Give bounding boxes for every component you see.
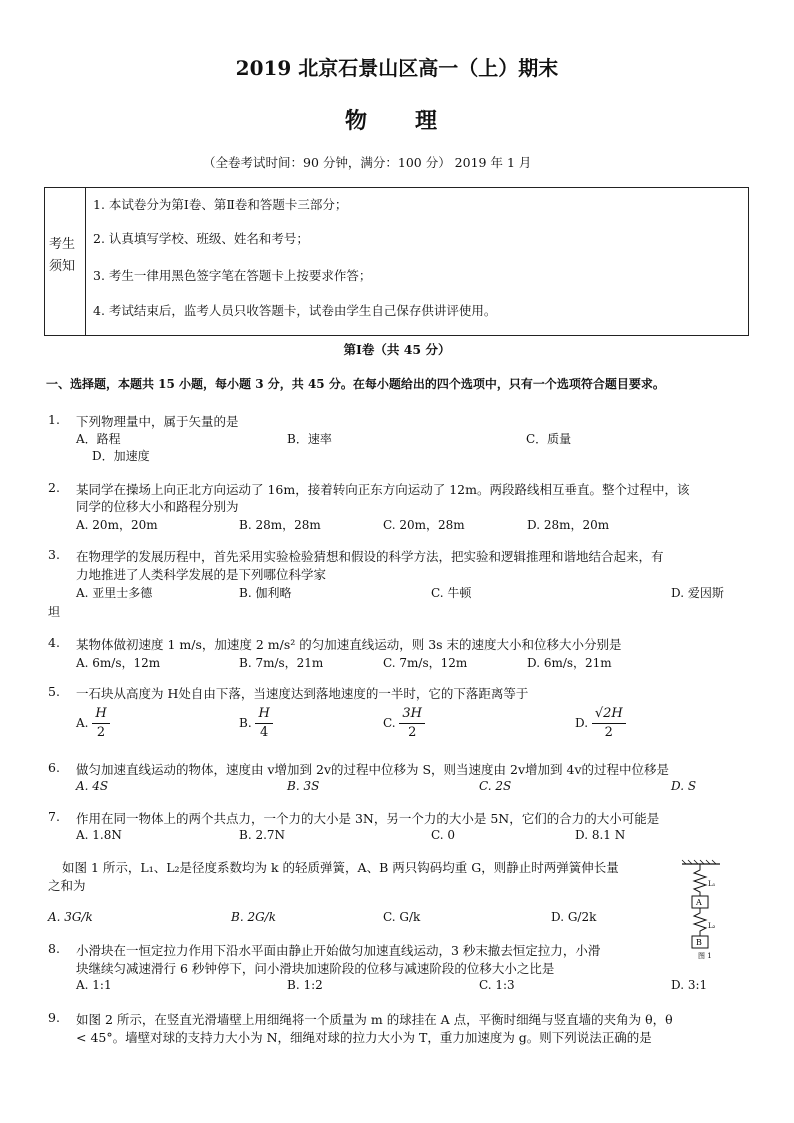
fraction-numerator: 3H xyxy=(399,705,425,724)
fraction-numerator: H xyxy=(92,705,109,724)
question-stem: 下列物理量中，属于矢量的是 xyxy=(76,414,239,429)
question-stem: 一石块从高度为 H处自由下落，当速度达到落地速度的一半时，它的下落距离等于 xyxy=(76,686,529,701)
option-label: B. xyxy=(239,716,252,730)
question-number: 4. xyxy=(48,635,60,650)
question-stem-cont: 块继续匀减速滑行 6 秒钟停下，问小滑块加速阶段的位移与减速阶段的位移大小之比是 xyxy=(76,961,555,976)
notice-divider xyxy=(85,188,86,335)
notice-item: 2. 认真填写学校、班级、姓名和考号； xyxy=(93,231,309,246)
notice-item: 1. 本试卷分为第Ⅰ卷、第Ⅱ卷和答题卡三部分； xyxy=(93,197,348,212)
question-stem-cont: < 45°。墙壁对球的支持力大小为 N，细绳对球的拉力大小为 T，重力加速度为 g。则下列说法正确的是 xyxy=(76,1030,652,1045)
section-title: 第Ⅰ卷（共 45 分） xyxy=(343,342,451,357)
fraction-numerator: √2H xyxy=(592,705,626,724)
option-b xyxy=(239,705,273,742)
option-b: B. 2.7N xyxy=(239,828,286,842)
option-d: D. 3:1 xyxy=(671,978,708,992)
option-c: C. 1:3 xyxy=(479,978,515,992)
question-number: 5. xyxy=(48,684,60,699)
question-number: 2. xyxy=(48,480,60,495)
option-d: D. 6m/s，21m xyxy=(527,656,612,670)
option-c: C. 7m/s，12m xyxy=(383,656,468,670)
option-d: D. S xyxy=(671,779,697,793)
option-b: B. 7m/s，21m xyxy=(239,656,324,670)
option-d: D. 8.1 N xyxy=(575,828,626,842)
option-b: B. 1:2 xyxy=(287,978,323,992)
question-stem: 作用在同一物体上的两个共点力，一个力的大小是 3N，另一个力的大小是 5N，它们的合力的大小可能是 xyxy=(76,811,660,826)
section-instruction: 一、选择题，本题共 15 小题，每小题 3 分，共 45 分。在每小题给出的四个选项中，只有一个选项符合题目要求。 xyxy=(46,377,665,391)
option-d xyxy=(575,705,626,742)
question-stem: 在物理学的发展历程中，首先采用实验检验猜想和假设的科学方法，把实验和逻辑推理和谐地结合起来，有 xyxy=(76,549,664,564)
notice-item: 4. 考试结束后，监考人员只收答题卡，试卷由学生自己保存供讲评使用。 xyxy=(93,303,497,318)
notice-label-line1: 考生 xyxy=(49,237,76,252)
fraction xyxy=(592,705,626,742)
option-c: C. 20m，28m xyxy=(383,518,465,532)
fraction-denominator: 4 xyxy=(260,725,269,740)
question-number: 6. xyxy=(48,760,60,775)
option-b: B．速率 xyxy=(287,432,332,446)
question-stem: 如图 2 所示，在竖直光滑墙壁上用细绳将一个质量为 m 的球挂在 A 点，平衡时细绳与竖直墙的夹角为 θ，θ xyxy=(76,1012,673,1027)
option-a xyxy=(76,705,110,742)
question-stem-cont: 之和为 xyxy=(48,878,86,893)
option-d: D. G/2k xyxy=(551,910,597,924)
question-stem: 如图 1 所示，L₁、L₂是径度系数均为 k 的轻质弹簧，A、B 两只钩码均重 G，则静止时两弹簧伸长量 xyxy=(62,860,619,875)
fraction-numerator: H xyxy=(255,705,272,724)
exam-meta: （全卷考试时间：90 分钟，满分：100 分） 2019 年 1 月 xyxy=(203,155,532,170)
option-a: A. 4S xyxy=(76,779,109,793)
spring-l2 xyxy=(694,908,706,936)
option-b: B. 28m，28m xyxy=(239,518,321,532)
question-stem: 做匀加速直线运动的物体，速度由 v增加到 2v的过程中位移为 S，则当速度由 2v增加到 4v的过程中位移是 xyxy=(76,762,670,777)
option-a: A. 1.8N xyxy=(76,828,122,842)
option-d: D. 28m，20m xyxy=(527,518,610,532)
question-number: 3. xyxy=(48,547,60,562)
option-a: A. 3G/k xyxy=(48,910,93,924)
option-c xyxy=(383,705,425,742)
fraction-denominator: 2 xyxy=(604,725,613,740)
question-number: 8. xyxy=(48,941,60,956)
option-b: B. 伽利略 xyxy=(239,586,292,600)
subject-title: 物理 xyxy=(345,108,486,134)
label-a: A xyxy=(696,898,702,907)
question-stem: 小滑块在一恒定拉力作用下沿水平面由静止开始做匀加速直线运动，3 秒末撤去恒定拉力，小滑 xyxy=(76,943,601,958)
spring-l1 xyxy=(694,864,706,896)
option-a: A. 20m，20m xyxy=(76,518,158,532)
notice-item: 3. 考生一律用黑色签字笔在答题卡上按要求作答； xyxy=(93,268,372,283)
option-c: C．质量 xyxy=(526,432,572,446)
fraction xyxy=(92,705,109,742)
option-c: C. 2S xyxy=(479,779,512,793)
option-b: B. 3S xyxy=(287,779,320,793)
question-stem-cont: 同学的位移大小和路程分别为 xyxy=(76,499,239,514)
label-l2: L₂ xyxy=(708,922,716,930)
option-label: D. xyxy=(575,716,589,730)
question-number: 9. xyxy=(48,1010,60,1025)
notice-label-line2: 须知 xyxy=(49,259,76,274)
option-b: B. 2G/k xyxy=(231,910,276,924)
option-label: C. xyxy=(383,716,396,730)
page-title: 2019 北京石景山区高一（上）期末 xyxy=(235,56,559,80)
label-l1: L₁ xyxy=(708,880,716,888)
option-c: C. G/k xyxy=(383,910,421,924)
option-a: A. 1:1 xyxy=(76,978,112,992)
question-stem: 某同学在操场上向正北方向运动了 16m，接着转向正东方向运动了 12m。两段路线相互垂直。整个过程中，该 xyxy=(76,482,690,497)
notice-box xyxy=(44,187,749,336)
option-d: D. 爱因斯 xyxy=(671,586,724,600)
option-d-cont: 坦 xyxy=(48,605,61,619)
fraction-denominator: 2 xyxy=(96,725,106,740)
label-b: B xyxy=(696,938,702,947)
option-d: D．加速度 xyxy=(92,449,150,463)
question-stem-cont: 力地推进了人类科学发展的是下列哪位科学家 xyxy=(76,567,327,582)
question-number: 7. xyxy=(48,809,60,824)
figure-caption: 图 1 xyxy=(698,952,712,960)
question-stem: 某物体做初速度 1 m/s，加速度 2 m/s² 的匀加速直线运动，则 3s 末的速度大小和位移大小分别是 xyxy=(76,637,622,652)
option-a: A. 亚里士多德 xyxy=(76,586,153,600)
fraction xyxy=(399,705,425,742)
option-c: C. 牛顿 xyxy=(431,586,472,600)
option-a: A．路程 xyxy=(76,432,121,446)
question-number: 1. xyxy=(48,412,60,427)
option-c: C. 0 xyxy=(431,828,456,842)
notice-label xyxy=(49,234,83,278)
option-a: A. 6m/s，12m xyxy=(76,656,161,670)
spring-figure xyxy=(680,858,726,962)
fraction xyxy=(255,705,272,742)
fraction-denominator: 2 xyxy=(408,725,417,740)
option-label: A. xyxy=(76,716,89,730)
